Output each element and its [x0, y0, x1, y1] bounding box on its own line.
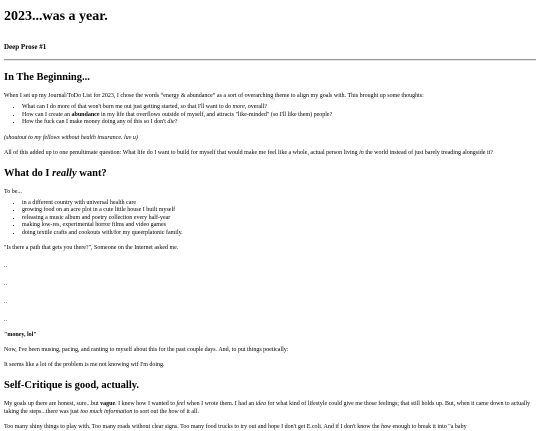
- list-item: • How the fuck can I make money doing any of this so I don't die?: [22, 119, 536, 127]
- ellipsis-line: ..: [4, 281, 7, 287]
- page-subtitle: Deep Prose #1: [4, 43, 47, 51]
- section-heading-critique: Self-Critique is good, actually.: [4, 380, 140, 391]
- section-want: [4, 167, 536, 370]
- problem-paragraph: It seems like a lot of the problem is me not knowing wtf I'm doing.: [4, 362, 165, 368]
- to-be-line: To be...: [4, 188, 22, 195]
- money-line: "money, lol": [4, 332, 37, 338]
- section-heading-beginning: In The Beginning...: [4, 72, 90, 83]
- section-heading-want: What do I really want?: [4, 167, 107, 179]
- ellipsis-line: ..: [4, 299, 7, 305]
- list-item: • doing textile crafts and cookouts with/for my queerplatonic family.: [22, 230, 536, 238]
- want-bullet-list: [4, 200, 536, 238]
- beginning-intro: When I set up my Journal/ToDo List for 2023, I chose the words “energy & abundance” as a sort of overarching theme to align my goals with. This brought up some thoughts:: [4, 93, 424, 99]
- shoutout-note: (shoutout to my fellows without health insurance. luv u): [4, 134, 138, 141]
- list-item: • releasing a music album and poetry collection every half-year: [22, 215, 536, 223]
- internet-question: "Is there a path that gets you there?", Someone on the Internet asked me.: [4, 245, 179, 251]
- emphasis-die: die: [167, 119, 175, 125]
- list-item: • How can I create an abundance in my life that overflows outside of myself, and attracts "like-minded" (so I'll like them) people?: [22, 112, 536, 120]
- penultimate-question: All of this added up to one penultimate question: What life do I want to build for myself that would make me feel like a whole, actual person living in the world instead of just barely treading alongside it?: [4, 149, 493, 156]
- page-title: 2023...was a year.: [4, 9, 108, 24]
- section-beginning: [4, 71, 536, 157]
- list-item: • making low-res, experimental horror films and video games: [22, 222, 536, 230]
- list-item: • in a different country with universal health care: [22, 200, 536, 208]
- ellipsis-lines: [4, 262, 536, 324]
- beginning-bullet-list: [4, 104, 536, 127]
- ellipsis-line: ..: [4, 317, 7, 323]
- musing-paragraph: Now, I've been musing, pacing, and ranting to myself about this for the past couple days. And, to put things poetically:: [4, 347, 289, 353]
- critique-paragraph-2: Too many shiny things to play with. Too many roads without clear signs. Too many food trucks to try out and hope I don't get E.coli. And if I don't know the how enough to break it into "a baby: [4, 424, 467, 430]
- ellipsis-line: ..: [4, 263, 7, 269]
- emphasis-more: more,: [232, 104, 247, 110]
- list-item: • What can I do more of that won't burn me out just getting started, so that I'll want to do more, overall?: [22, 104, 536, 112]
- title-divider: [4, 59, 536, 61]
- section-critique: [4, 379, 536, 431]
- emphasis-abundance: abundance: [71, 111, 100, 118]
- list-item: • growing food on an acre plot in a cute little house I built myself: [22, 207, 536, 215]
- critique-paragraph-1: My goals up there are honest, sure...but vague. I knew how I wanted to feel when I wrote them. I had an idea for what kind of lifestyle could give me those feelings; that still holds up. But, when it came down to actually taking the steps...there was just too much information to sort out the how of it all.: [4, 401, 531, 415]
